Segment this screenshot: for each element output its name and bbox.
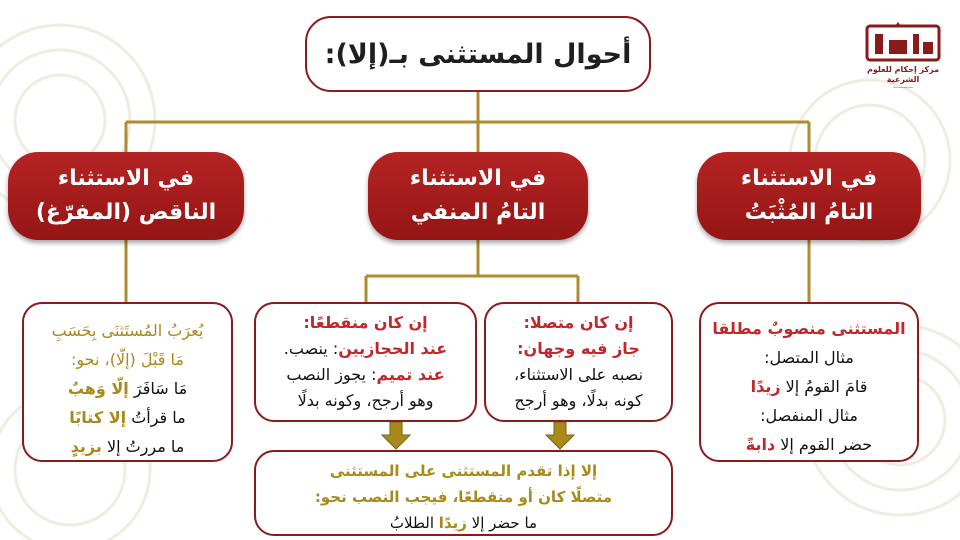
diagram-title: أحوال المستثنى بـ(إلا): bbox=[324, 38, 632, 70]
logo-subtitle: مركز إحكام للعلوم الشرعية bbox=[866, 65, 940, 84]
muttasil-sub: جاز فيه وجهان: bbox=[517, 339, 640, 358]
mufarragh-ex3-key: بزيدٍ bbox=[70, 437, 102, 456]
card-muthbat bbox=[699, 302, 919, 462]
mufarragh-ex2-key: إلا كتابًا bbox=[69, 408, 127, 427]
munqati-hijaz-label: عند الحجازيين bbox=[338, 339, 448, 358]
mufarragh-line2: مَا قَبْلَ (إلّا)، نحو: bbox=[71, 350, 184, 369]
muthbat-line4: مثال المنفصل: bbox=[760, 406, 858, 425]
head-naqis bbox=[8, 152, 244, 240]
note-ex-after: الطلابُ bbox=[389, 514, 439, 532]
head-muthbat bbox=[697, 152, 921, 240]
arrow-down-icon bbox=[381, 422, 411, 450]
muthbat-ex2-before: حضر القوم إلا bbox=[775, 435, 873, 454]
muthbat-ex1-before: قامَ القومُ إلا bbox=[780, 377, 868, 396]
note-ex-key: زيدًا bbox=[438, 514, 467, 532]
munqati-tamim bbox=[264, 362, 467, 388]
note-ex-before: ما حضر إلا bbox=[466, 514, 538, 532]
muttasil-line3: نصبه على الاستثناء، bbox=[513, 365, 644, 384]
muthbat-ex2-key: دابةً bbox=[745, 435, 776, 454]
mufarragh-line1: يُعرَبُ المُستَثنَى بِحَسَبِ bbox=[51, 321, 204, 340]
munqati-hijaz bbox=[264, 336, 467, 362]
note-line1: إلا إذا تقدم المستثنى على المستثنى bbox=[329, 462, 598, 480]
card-munqati bbox=[254, 302, 477, 422]
muttasil-head: إن كان متصلا: bbox=[523, 313, 634, 332]
card-note bbox=[254, 450, 673, 536]
mufarragh-ex2-before: ما قرأتُ bbox=[126, 408, 186, 427]
muthbat-line2: مثال المتصل: bbox=[764, 348, 854, 367]
card-muttasil bbox=[484, 302, 673, 422]
note-example bbox=[264, 510, 663, 536]
muthbat-ex1-key: زيدًا bbox=[750, 377, 781, 396]
head-manfi-line2: التامُ المنفي bbox=[410, 200, 546, 225]
logo bbox=[862, 22, 944, 92]
logo-mark-icon bbox=[865, 22, 941, 64]
mufarragh-ex1-before: مَا سَافَرَ bbox=[128, 379, 188, 398]
muttasil-line4: كونه بدلًا، وهو أرجح bbox=[514, 391, 643, 410]
head-naqis-line2: الناقص (المفرّغ) bbox=[35, 200, 217, 225]
muthbat-example-1 bbox=[709, 372, 909, 401]
arrow-down-icon bbox=[545, 422, 575, 450]
head-naqis-line1: في الاستثناء bbox=[57, 166, 195, 191]
logo-tiny-line: ———— bbox=[893, 85, 913, 91]
munqati-line4: وهو أرجح، وكونه بدلًا bbox=[297, 391, 434, 410]
munqati-hijaz-text: : ينصب. bbox=[283, 339, 339, 358]
note-line2: متصلًا كان أو منقطعًا، فيجب النصب نحو: bbox=[314, 488, 613, 506]
muthbat-example-2 bbox=[709, 430, 909, 459]
mufarragh-example-3 bbox=[32, 432, 223, 461]
head-muthbat-line2: التامُ المُثْبَتُ bbox=[744, 200, 874, 225]
head-manfi-line1: في الاستثناء bbox=[409, 166, 547, 191]
diagram-title-box bbox=[305, 16, 651, 92]
mufarragh-example-2 bbox=[32, 403, 223, 432]
card-mufarragh bbox=[22, 302, 233, 462]
head-manfi bbox=[368, 152, 588, 240]
munqati-tamim-label: عند تميم bbox=[376, 365, 445, 384]
mufarragh-ex1-key: إلّا وَهبٌ bbox=[67, 379, 129, 398]
mufarragh-ex3-before: ما مررتُ إلا bbox=[101, 437, 185, 456]
munqati-head: إن كان منقطعًا: bbox=[303, 313, 428, 332]
muthbat-head: المستثنى منصوبٌ مطلقا bbox=[712, 319, 906, 338]
mufarragh-example-1 bbox=[32, 374, 223, 403]
munqati-tamim-text: : يجوز النصب bbox=[286, 365, 377, 384]
head-muthbat-line1: في الاستثناء bbox=[740, 166, 878, 191]
